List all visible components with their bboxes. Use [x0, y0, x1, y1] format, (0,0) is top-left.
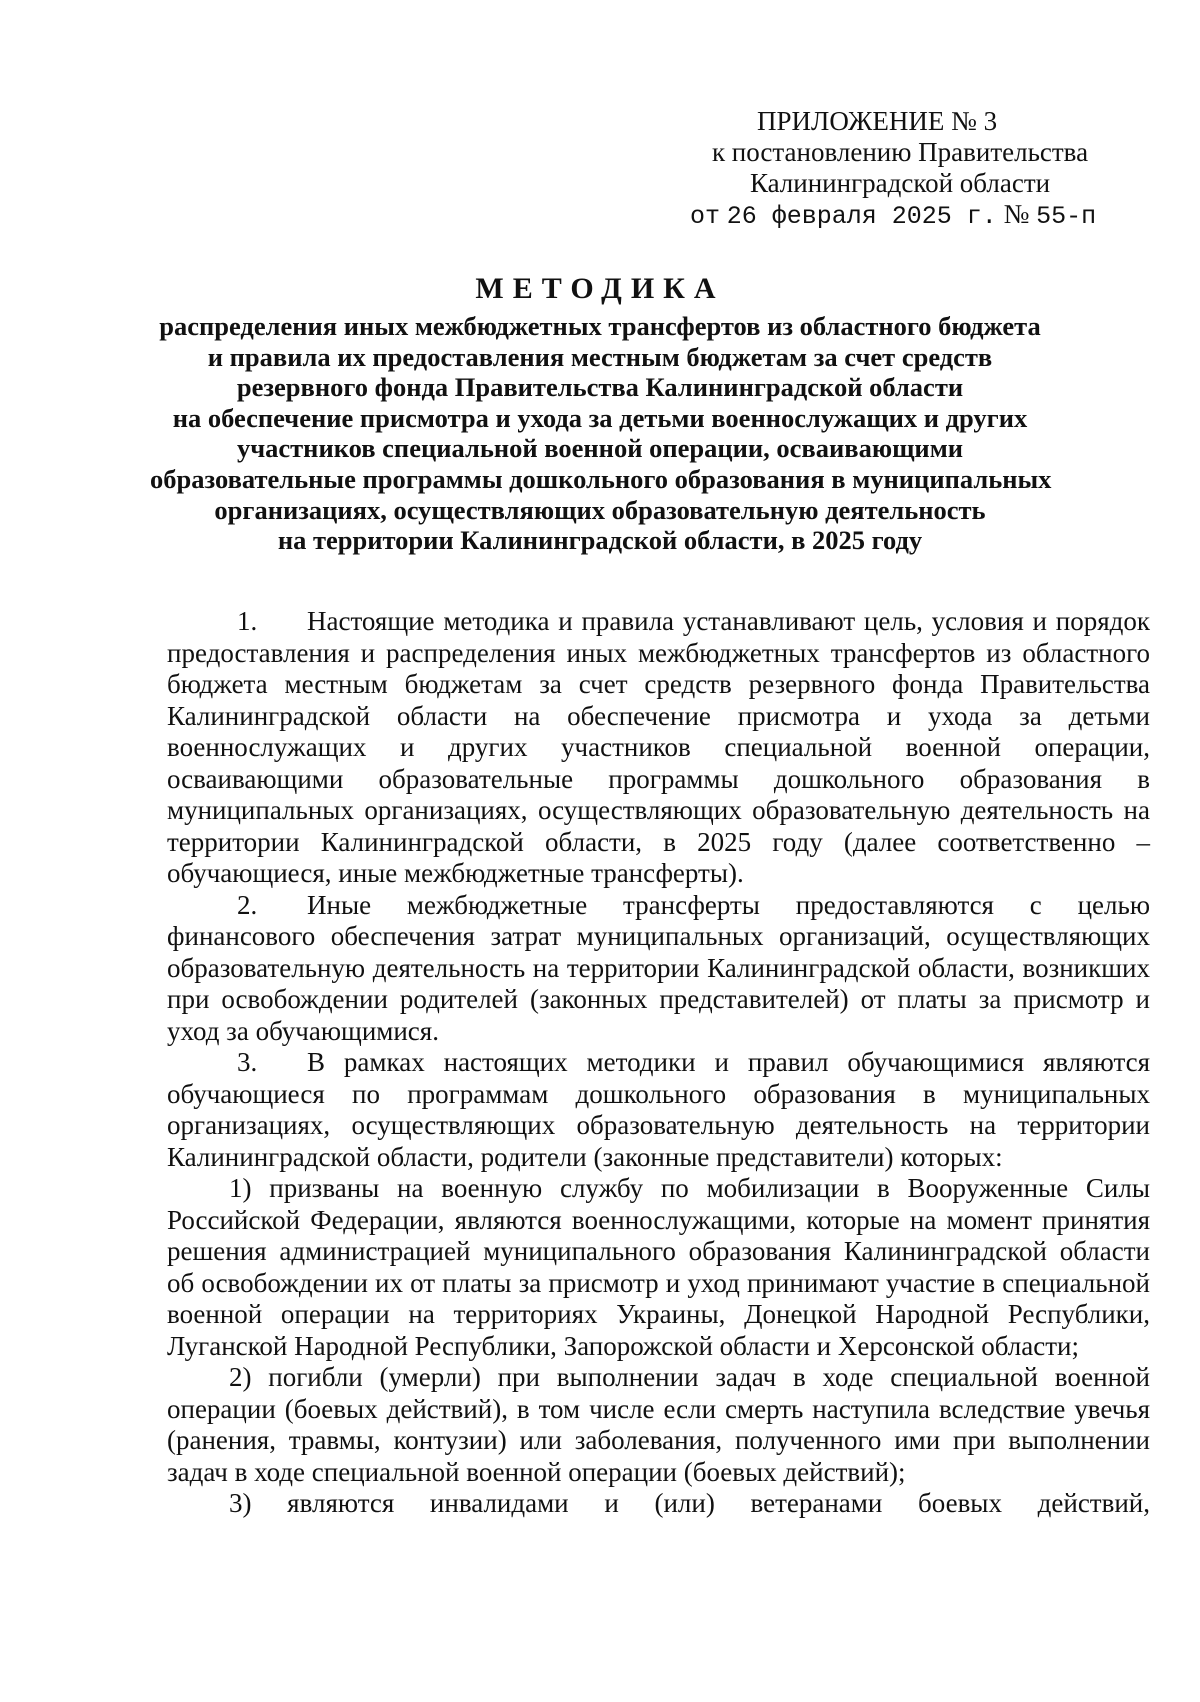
- appendix-date-line: [640, 199, 1160, 232]
- subtitle-line: на обеспечение присмотра и ухода за детьми военнослужащих и других: [172, 402, 1028, 433]
- subtitle-line: участников специальной военной операции, осваивающими: [236, 433, 964, 464]
- paragraph-text: В рамках настоящих методики и правил обучающимися являются обучающиеся по программам дошкольного образования в муниципальных организациях, осуществляющих образовательную деятельность на территории Калининградской области, родители (законные представители) которых:: [167, 1047, 1150, 1172]
- subtitle-line: организациях, осуществляющих образовательную деятельность: [214, 494, 986, 525]
- paragraph-3: [167, 1047, 1150, 1173]
- paragraph-text: Иные межбюджетные трансферты предоставляются с целью финансового обеспечения затрат муниципальных организаций, осуществляющих образовательную деятельность на территории Калининградской области, возникших при освобождении родителей (законных представителей) от платы за присмотр и уход за обучающимися.: [167, 889, 1150, 1046]
- paragraph-number: 2.: [237, 889, 258, 920]
- document-body: [167, 606, 1150, 1520]
- sub-item-3: 3) являются инвалидами и (или) ветеранами боевых действий,: [229, 1488, 1150, 1518]
- paragraph-number: 3.: [237, 1047, 258, 1077]
- appendix-number: ПРИЛОЖЕНИЕ № 3: [757, 106, 998, 136]
- subtitle-line: и правила их предоставления местным бюджетам за счет средств: [207, 341, 993, 372]
- date-value: 26 февраля 2025 г.: [726, 202, 997, 231]
- document-title: МЕТОДИКА: [475, 272, 725, 305]
- number-prefix: №: [1003, 199, 1030, 229]
- paragraph-number: 1.: [237, 606, 258, 636]
- subtitle-line: на территории Калининградской области, в 2025 году: [277, 525, 923, 556]
- appendix-resolution-line: к постановлению Правительства: [711, 137, 1089, 167]
- paragraph-2: [167, 890, 1150, 1048]
- paragraph-1: [167, 606, 1150, 890]
- paragraph-text: Настоящие методика и правила устанавливают цель, условия и порядок предоставления и распределения иных межбюджетных трансфертов из областного бюджета местным бюджетам за счет средств резервного фонда Правительства Калининградской области на обеспечение присмотра и ухода за детьми военнослужащих и других участников специальной военной операции, осваивающими образовательные программы дошкольного образования в муниципальных организациях, осуществляющих образовательную деятельность на территории Калининградской области, в 2025 году (далее соответственно – обучающиеся, иные межбюджетные трансферты).: [167, 606, 1150, 888]
- subtitle-line: резервного фонда Правительства Калининградской области: [236, 372, 964, 403]
- document-subtitle: [150, 311, 1050, 556]
- subtitle-line: образовательные программы дошкольного образования в муниципальных: [150, 463, 1052, 494]
- sub-item-1: 1) призваны на военную службу по мобилизации в Вооруженные Силы Российской Федерации, являются военнослужащими, которые на момент принятия решения администрацией муниципального образования Калининградской области об освобождении их от платы за присмотр и уход принимают участие в специальной военной операции на территориях Украины, Донецкой Народной Республики, Луганской Народной Республики, Запорожской области и Херсонской области;: [167, 1173, 1150, 1361]
- date-prefix: от: [690, 202, 721, 231]
- sub-item-2: 2) погибли (умерли) при выполнении задач в ходе специальной военной операции (боевых действий), в том числе если смерть наступила вследствие увечья (ранения, травмы, контузии) или заболевания, полученного ими при выполнении задач в ходе специальной военной операции (боевых действий);: [167, 1362, 1150, 1487]
- subtitle-line: распределения иных межбюджетных трансфертов из областного бюджета: [159, 311, 1041, 341]
- appendix-header: [640, 106, 1160, 232]
- number-value: 55-п: [1036, 202, 1097, 231]
- appendix-region-line: Калининградской области: [749, 168, 1051, 198]
